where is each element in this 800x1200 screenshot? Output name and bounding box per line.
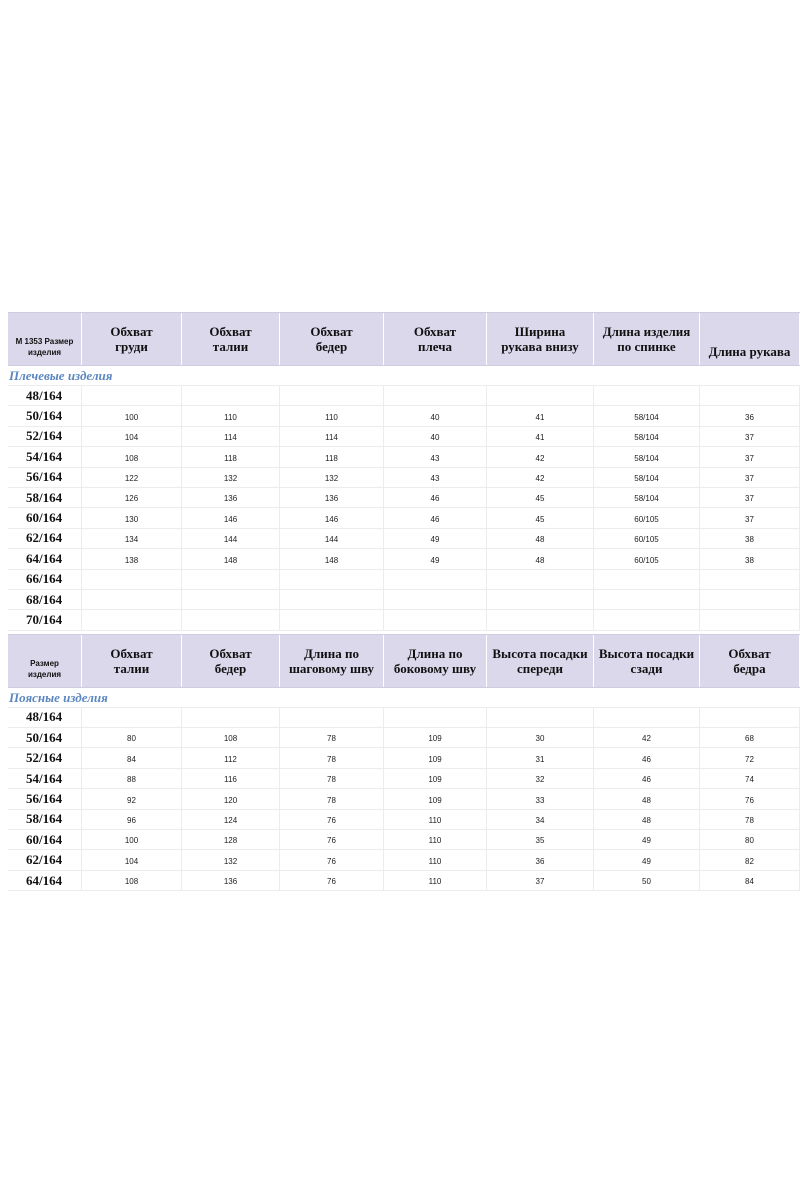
table-cell: 37 bbox=[700, 488, 800, 507]
table-cell: 37 bbox=[700, 468, 800, 487]
table-cell: 48 bbox=[487, 549, 594, 568]
table-cell: 49 bbox=[594, 850, 700, 869]
size-label: 70/164 bbox=[8, 610, 82, 629]
table-cell: 130 bbox=[82, 508, 182, 527]
table-cell: 136 bbox=[182, 871, 280, 890]
table-cell: 80 bbox=[82, 728, 182, 747]
table-cell: 42 bbox=[594, 728, 700, 747]
table-cell bbox=[700, 610, 800, 629]
table-cell bbox=[487, 610, 594, 629]
table-cell: 128 bbox=[182, 830, 280, 849]
table-cell: 43 bbox=[384, 447, 487, 466]
size-label: 50/164 bbox=[8, 728, 82, 747]
table-cell bbox=[594, 610, 700, 629]
table-cell: 42 bbox=[487, 468, 594, 487]
table-cell bbox=[182, 610, 280, 629]
column-header: Обхват талии bbox=[82, 635, 182, 687]
table-cell: 36 bbox=[487, 850, 594, 869]
table-row bbox=[8, 871, 800, 891]
column-header: Длина по боковому шву bbox=[384, 635, 487, 687]
table-row bbox=[8, 427, 800, 447]
column-header: Обхват груди bbox=[82, 313, 182, 365]
table-cell bbox=[384, 386, 487, 405]
table-cell: 92 bbox=[82, 789, 182, 808]
size-label: 54/164 bbox=[8, 447, 82, 466]
table-cell: 144 bbox=[280, 529, 384, 548]
table-cell: 132 bbox=[182, 468, 280, 487]
table-cell: 40 bbox=[384, 406, 487, 425]
table-row bbox=[8, 406, 800, 426]
table-cell: 49 bbox=[384, 529, 487, 548]
table-cell bbox=[384, 610, 487, 629]
table-cell: 136 bbox=[280, 488, 384, 507]
table-cell bbox=[182, 570, 280, 589]
column-header: Длина рукава bbox=[700, 313, 800, 365]
table-cell: 108 bbox=[182, 728, 280, 747]
table-cell: 104 bbox=[82, 850, 182, 869]
column-header: Обхват плеча bbox=[384, 313, 487, 365]
table-cell: 76 bbox=[280, 871, 384, 890]
table-cell: 49 bbox=[594, 830, 700, 849]
table-cell: 78 bbox=[280, 769, 384, 788]
size-label: 68/164 bbox=[8, 590, 82, 609]
column-header: Размер изделия bbox=[8, 635, 82, 687]
table-cell: 110 bbox=[384, 810, 487, 829]
table-cell: 72 bbox=[700, 748, 800, 767]
table-cell: 88 bbox=[82, 769, 182, 788]
table-cell: 76 bbox=[280, 850, 384, 869]
table-cell: 58/104 bbox=[594, 488, 700, 507]
table-cell: 32 bbox=[487, 769, 594, 788]
column-header: Длина по шаговому шву bbox=[280, 635, 384, 687]
table-cell: 114 bbox=[280, 427, 384, 446]
table-cell: 100 bbox=[82, 406, 182, 425]
header-row-waist bbox=[8, 634, 800, 688]
column-header: Обхват бедер bbox=[182, 635, 280, 687]
table-cell: 78 bbox=[280, 748, 384, 767]
size-label: 62/164 bbox=[8, 850, 82, 869]
table-row bbox=[8, 850, 800, 870]
table-cell: 58/104 bbox=[594, 406, 700, 425]
table-cell: 49 bbox=[384, 549, 487, 568]
table-row bbox=[8, 769, 800, 789]
table-cell: 68 bbox=[700, 728, 800, 747]
table-cell: 43 bbox=[384, 468, 487, 487]
table-cell bbox=[280, 386, 384, 405]
table-cell bbox=[384, 708, 487, 727]
table-cell: 84 bbox=[82, 748, 182, 767]
table-cell: 96 bbox=[82, 810, 182, 829]
table-cell: 46 bbox=[594, 748, 700, 767]
table-cell: 58/104 bbox=[594, 427, 700, 446]
table-row bbox=[8, 789, 800, 809]
table-cell bbox=[594, 590, 700, 609]
table-cell: 41 bbox=[487, 406, 594, 425]
table-cell: 84 bbox=[700, 871, 800, 890]
table-body-waist bbox=[8, 708, 800, 892]
table-cell: 50 bbox=[594, 871, 700, 890]
table-cell bbox=[384, 570, 487, 589]
table-cell bbox=[280, 590, 384, 609]
table-cell: 45 bbox=[487, 488, 594, 507]
table-row bbox=[8, 529, 800, 549]
table-cell: 60/105 bbox=[594, 549, 700, 568]
table-cell: 112 bbox=[182, 748, 280, 767]
table-cell: 146 bbox=[280, 508, 384, 527]
table-cell bbox=[487, 590, 594, 609]
table-cell bbox=[700, 386, 800, 405]
size-label: 64/164 bbox=[8, 871, 82, 890]
column-header: Длина изделия по спинке bbox=[594, 313, 700, 365]
table-cell: 31 bbox=[487, 748, 594, 767]
section-title-shoulder: Плечевые изделия bbox=[8, 366, 800, 386]
table-cell bbox=[594, 386, 700, 405]
table-cell: 104 bbox=[82, 427, 182, 446]
table-cell: 80 bbox=[700, 830, 800, 849]
column-header: Высота посадки сзади bbox=[594, 635, 700, 687]
table-cell: 144 bbox=[182, 529, 280, 548]
section-title-waist: Поясные изделия bbox=[8, 688, 800, 708]
table-cell: 48 bbox=[487, 529, 594, 548]
table-cell bbox=[487, 570, 594, 589]
table-cell: 116 bbox=[182, 769, 280, 788]
table-cell: 110 bbox=[182, 406, 280, 425]
table-cell bbox=[82, 386, 182, 405]
table-cell: 110 bbox=[384, 830, 487, 849]
table-row bbox=[8, 708, 800, 728]
table-cell bbox=[700, 570, 800, 589]
table-cell bbox=[182, 708, 280, 727]
table-cell: 109 bbox=[384, 728, 487, 747]
table-cell: 76 bbox=[700, 789, 800, 808]
table-row bbox=[8, 549, 800, 569]
table-row bbox=[8, 810, 800, 830]
table-cell: 35 bbox=[487, 830, 594, 849]
table-cell: 82 bbox=[700, 850, 800, 869]
table-cell: 148 bbox=[182, 549, 280, 568]
table-cell: 134 bbox=[82, 529, 182, 548]
table-cell: 58/104 bbox=[594, 447, 700, 466]
table-row bbox=[8, 610, 800, 630]
table-cell: 45 bbox=[487, 508, 594, 527]
table-cell bbox=[700, 708, 800, 727]
table-body-shoulder bbox=[8, 386, 800, 631]
table-cell: 109 bbox=[384, 789, 487, 808]
table-cell: 48 bbox=[594, 810, 700, 829]
table-cell: 78 bbox=[280, 728, 384, 747]
table-cell: 100 bbox=[82, 830, 182, 849]
table-cell: 109 bbox=[384, 748, 487, 767]
table-cell bbox=[700, 590, 800, 609]
size-label: 48/164 bbox=[8, 708, 82, 727]
table-cell: 76 bbox=[280, 810, 384, 829]
table-cell: 110 bbox=[384, 850, 487, 869]
table-cell: 110 bbox=[384, 871, 487, 890]
table-cell: 41 bbox=[487, 427, 594, 446]
column-header: Обхват бедер bbox=[280, 313, 384, 365]
table-cell: 38 bbox=[700, 529, 800, 548]
size-label: 66/164 bbox=[8, 570, 82, 589]
size-label: 62/164 bbox=[8, 529, 82, 548]
table-row bbox=[8, 728, 800, 748]
size-label: 60/164 bbox=[8, 508, 82, 527]
table-cell bbox=[82, 590, 182, 609]
table-row bbox=[8, 748, 800, 768]
table-row bbox=[8, 386, 800, 406]
table-cell: 108 bbox=[82, 871, 182, 890]
table-cell bbox=[182, 590, 280, 609]
size-label: 60/164 bbox=[8, 830, 82, 849]
table-cell: 114 bbox=[182, 427, 280, 446]
size-label: 52/164 bbox=[8, 748, 82, 767]
size-label: 64/164 bbox=[8, 549, 82, 568]
table-row bbox=[8, 570, 800, 590]
table-cell: 36 bbox=[700, 406, 800, 425]
table-cell: 148 bbox=[280, 549, 384, 568]
size-label: 58/164 bbox=[8, 488, 82, 507]
column-header: Высота посадки спереди bbox=[487, 635, 594, 687]
table-cell: 78 bbox=[700, 810, 800, 829]
table-cell: 37 bbox=[700, 508, 800, 527]
table-cell: 118 bbox=[280, 447, 384, 466]
table-cell: 40 bbox=[384, 427, 487, 446]
table-row bbox=[8, 508, 800, 528]
table-cell: 34 bbox=[487, 810, 594, 829]
table-row bbox=[8, 590, 800, 610]
table-cell: 136 bbox=[182, 488, 280, 507]
table-cell: 122 bbox=[82, 468, 182, 487]
table-cell: 78 bbox=[280, 789, 384, 808]
table-cell: 132 bbox=[280, 468, 384, 487]
table-cell bbox=[182, 386, 280, 405]
table-cell: 60/105 bbox=[594, 508, 700, 527]
column-header: M 1353 Размер изделия bbox=[8, 313, 82, 365]
table-row bbox=[8, 488, 800, 508]
table-cell bbox=[82, 610, 182, 629]
table-cell: 126 bbox=[82, 488, 182, 507]
table-cell bbox=[280, 610, 384, 629]
header-row-shoulder bbox=[8, 312, 800, 366]
table-cell: 58/104 bbox=[594, 468, 700, 487]
table-cell: 76 bbox=[280, 830, 384, 849]
table-cell: 48 bbox=[594, 789, 700, 808]
size-label: 54/164 bbox=[8, 769, 82, 788]
table-cell: 74 bbox=[700, 769, 800, 788]
size-label: 56/164 bbox=[8, 468, 82, 487]
table-cell: 124 bbox=[182, 810, 280, 829]
table-cell: 33 bbox=[487, 789, 594, 808]
table-row bbox=[8, 447, 800, 467]
table-cell: 37 bbox=[700, 427, 800, 446]
table-cell: 118 bbox=[182, 447, 280, 466]
table-cell: 37 bbox=[700, 447, 800, 466]
table-cell bbox=[384, 590, 487, 609]
table-cell: 46 bbox=[384, 508, 487, 527]
table-cell bbox=[82, 708, 182, 727]
table-cell: 132 bbox=[182, 850, 280, 869]
table-cell bbox=[594, 708, 700, 727]
size-label: 58/164 bbox=[8, 810, 82, 829]
table-row bbox=[8, 468, 800, 488]
table-cell bbox=[82, 570, 182, 589]
table-cell: 60/105 bbox=[594, 529, 700, 548]
table-cell bbox=[594, 570, 700, 589]
column-header: Обхват талии bbox=[182, 313, 280, 365]
size-label: 50/164 bbox=[8, 406, 82, 425]
table-cell: 38 bbox=[700, 549, 800, 568]
table-cell: 109 bbox=[384, 769, 487, 788]
size-label: 48/164 bbox=[8, 386, 82, 405]
table-cell bbox=[280, 570, 384, 589]
table-cell: 110 bbox=[280, 406, 384, 425]
table-cell: 138 bbox=[82, 549, 182, 568]
table-cell bbox=[280, 708, 384, 727]
table-cell bbox=[487, 386, 594, 405]
table-cell: 120 bbox=[182, 789, 280, 808]
table-cell: 42 bbox=[487, 447, 594, 466]
table-cell: 146 bbox=[182, 508, 280, 527]
size-label: 52/164 bbox=[8, 427, 82, 446]
table-cell: 108 bbox=[82, 447, 182, 466]
table-cell: 46 bbox=[384, 488, 487, 507]
column-header: Ширина рукава внизу bbox=[487, 313, 594, 365]
size-chart bbox=[8, 312, 800, 891]
column-header: Обхват бедра bbox=[700, 635, 800, 687]
table-cell: 30 bbox=[487, 728, 594, 747]
table-cell bbox=[487, 708, 594, 727]
size-label: 56/164 bbox=[8, 789, 82, 808]
table-row bbox=[8, 830, 800, 850]
table-cell: 37 bbox=[487, 871, 594, 890]
table-cell: 46 bbox=[594, 769, 700, 788]
